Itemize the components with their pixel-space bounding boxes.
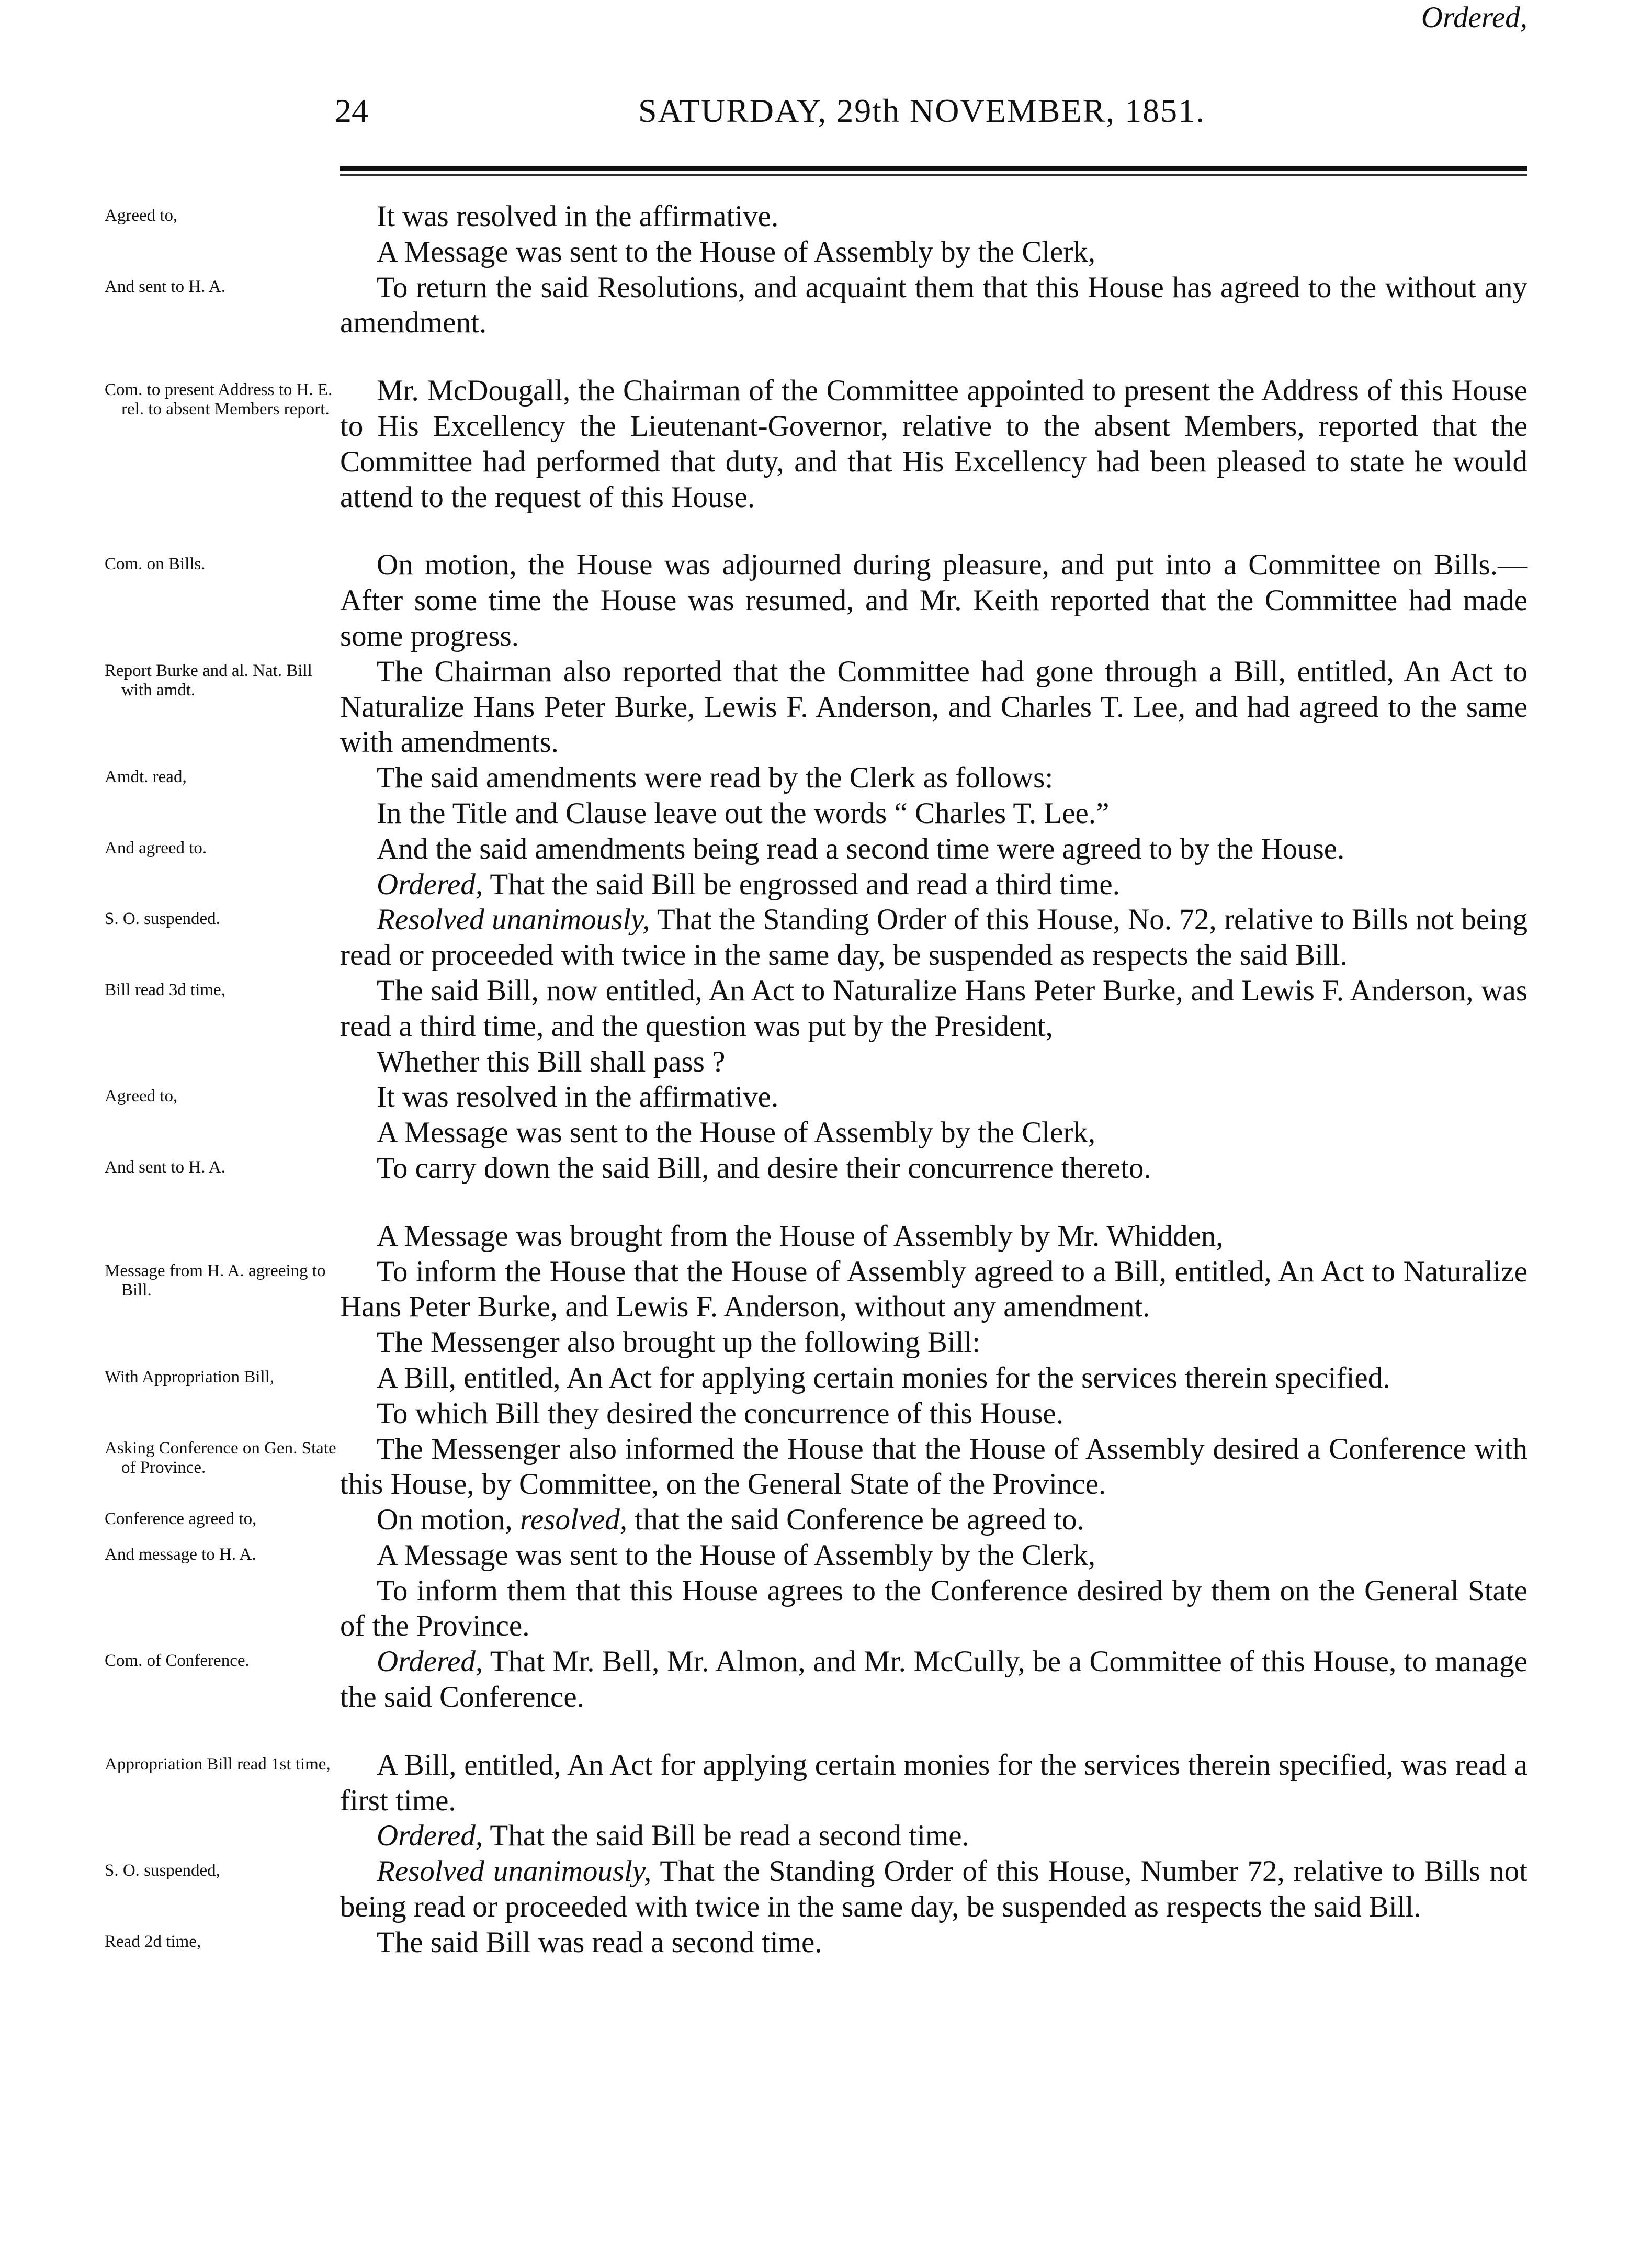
text-run: It was resolved in the affirmative. xyxy=(377,1080,779,1114)
text-run: On motion, xyxy=(377,1503,520,1537)
header-rule-thin xyxy=(340,174,1527,176)
italic-text: Resolved unanimously, xyxy=(377,903,650,937)
journal-paragraph xyxy=(340,1360,1527,1396)
text-run: On motion, the House was adjourned during pleasure, and put into a Committee on Bills.—After some time the House was resumed, and Mr. Keith reported that the Committee had made some progress. xyxy=(340,548,1527,652)
journal-body xyxy=(0,199,1652,1960)
journal-paragraph xyxy=(340,1079,1527,1115)
journal-paragraph xyxy=(340,1396,1527,1432)
text-run: It was resolved in the affirmative. xyxy=(377,200,779,233)
margin-note: S. O. suspended, xyxy=(105,1861,220,1880)
italic-text: resolved, xyxy=(519,1503,628,1537)
journal-paragraph xyxy=(340,831,1527,867)
journal-paragraph xyxy=(340,1151,1527,1186)
journal-entry xyxy=(0,1115,1652,1151)
text-run: That the Standing Order of this House, No. 72, relative to Bills not being read or proceeded with twice in the same day, be suspended as respects the said Bill. xyxy=(340,903,1527,972)
text-run: A Message was sent to the House of Assembly by the Clerk, xyxy=(377,1116,1096,1149)
journal-entry xyxy=(0,760,1652,796)
journal-entry xyxy=(0,867,1652,903)
text-run: The said Bill, now entitled, An Act to Naturalize Hans Peter Burke, and Lewis F. Anderson, was read a third time, and the question was put by the President, xyxy=(340,974,1527,1043)
journal-paragraph xyxy=(340,1854,1527,1925)
margin-note: Message from H. A. agreeing to Bill. xyxy=(105,1261,326,1300)
margin-note: Agreed to, xyxy=(105,206,178,225)
journal-paragraph xyxy=(340,1538,1527,1573)
margin-note: With Appropriation Bill, xyxy=(105,1367,275,1387)
journal-entry xyxy=(0,1573,1652,1644)
journal-paragraph xyxy=(340,796,1527,831)
journal-entry xyxy=(0,1925,1652,1960)
journal-entry xyxy=(0,1644,1652,1715)
margin-note: And sent to H. A. xyxy=(105,1157,225,1177)
journal-paragraph xyxy=(340,1818,1527,1854)
text-run: To inform them that this House agrees to the Conference desired by them on the General State of the Province. xyxy=(340,1574,1527,1643)
margin-note: And agreed to. xyxy=(105,838,207,858)
journal-entry xyxy=(0,1325,1652,1360)
journal-entry xyxy=(0,1502,1652,1538)
entry-gap xyxy=(0,515,1652,547)
text-run: The said amendments were read by the Clerk as follows: xyxy=(377,761,1054,795)
journal-entry xyxy=(0,199,1652,234)
journal-entry xyxy=(0,373,1652,515)
journal-paragraph xyxy=(340,654,1527,760)
journal-entry xyxy=(0,1360,1652,1396)
italic-text: Ordered, xyxy=(377,1819,483,1853)
catchword: Ordered, xyxy=(1421,1,1527,34)
journal-entry xyxy=(0,1538,1652,1573)
journal-paragraph xyxy=(340,1325,1527,1360)
journal-entry xyxy=(0,654,1652,760)
entry-gap xyxy=(0,1715,1652,1748)
journal-entry xyxy=(0,1818,1652,1854)
margin-note: And sent to H. A. xyxy=(105,277,225,296)
page-number: 24 xyxy=(335,92,368,129)
text-run: To inform the House that the House of Assembly agreed to a Bill, entitled, An Act to Naturalize Hans Peter Burke, and Lewis F. Anderson, without any amendment. xyxy=(340,1255,1527,1324)
journal-entry xyxy=(0,1151,1652,1186)
italic-text: Ordered, xyxy=(377,867,483,901)
journal-entry xyxy=(0,1079,1652,1115)
text-run: that the said Conference be agreed to. xyxy=(627,1503,1084,1537)
journal-entry xyxy=(0,1254,1652,1325)
margin-note: Read 2d time, xyxy=(105,1932,201,1951)
journal-paragraph xyxy=(340,1254,1527,1325)
journal-entry xyxy=(0,1432,1652,1503)
journal-paragraph xyxy=(340,547,1527,653)
text-run: That Mr. Bell, Mr. Almon, and Mr. McCully, be a Committee of this House, to manage the said Conference. xyxy=(340,1645,1527,1714)
margin-note: Com. of Conference. xyxy=(105,1651,250,1671)
margin-note: And message to H. A. xyxy=(105,1545,256,1564)
journal-entry xyxy=(0,1219,1652,1254)
text-run: Whether this Bill shall pass ? xyxy=(377,1045,726,1078)
journal-paragraph xyxy=(340,270,1527,341)
text-run: A Bill, entitled, An Act for applying certain monies for the services therein specified. xyxy=(377,1361,1390,1394)
header-rule-thick xyxy=(340,166,1527,171)
text-run: The said Bill was read a second time. xyxy=(377,1925,822,1959)
journal-paragraph xyxy=(340,1573,1527,1644)
margin-note: Report Burke and al. Nat. Bill with amdt. xyxy=(105,661,312,700)
entry-gap xyxy=(0,341,1652,373)
journal-paragraph xyxy=(340,1748,1527,1819)
text-run: A Message was sent to the House of Assembly by the Clerk, xyxy=(377,1538,1096,1572)
text-run: Mr. McDougall, the Chairman of the Committee appointed to present the Address of this House to His Excellency the Lieutenant-Governor, relative to the absent Members, reported that the Committee had performed that duty, and that His Excellency had been pleased to state he would attend to the request of this House. xyxy=(340,374,1527,514)
page-header xyxy=(335,92,1538,139)
margin-note: S. O. suspended. xyxy=(105,909,220,929)
journal-paragraph xyxy=(340,1219,1527,1254)
journal-paragraph xyxy=(340,1432,1527,1503)
journal-entry xyxy=(0,1854,1652,1925)
journal-entry xyxy=(0,1396,1652,1432)
journal-entry xyxy=(0,831,1652,867)
journal-entry xyxy=(0,796,1652,831)
text-run: In the Title and Clause leave out the words “ Charles T. Lee.” xyxy=(377,796,1110,830)
entry-gap xyxy=(0,1186,1652,1219)
journal-paragraph xyxy=(340,760,1527,796)
text-run: The Messenger also brought up the following Bill: xyxy=(377,1326,981,1359)
journal-paragraph xyxy=(340,1115,1527,1151)
text-run: To which Bill they desired the concurrence of this House. xyxy=(377,1396,1063,1430)
text-run: The Messenger also informed the House that the House of Assembly desired a Conference with this House, by Committee, on the General State of the Province. xyxy=(340,1432,1527,1501)
text-run: That the said Bill be read a second time. xyxy=(483,1819,969,1853)
margin-note: Amdt. read, xyxy=(105,768,187,787)
journal-paragraph xyxy=(340,199,1527,234)
running-head: SATURDAY, 29th NOVEMBER, 1851. xyxy=(638,92,1206,129)
margin-note: Asking Conference on Gen. State of Province. xyxy=(105,1438,336,1477)
text-run: A Bill, entitled, An Act for applying certain monies for the services therein specified, was read a first time. xyxy=(340,1748,1527,1817)
journal-entry xyxy=(0,1748,1652,1819)
margin-note: Appropriation Bill read 1st time, xyxy=(105,1754,331,1774)
journal-paragraph xyxy=(340,867,1527,903)
journal-paragraph xyxy=(340,1502,1527,1538)
journal-entry xyxy=(0,973,1652,1044)
text-run: And the said amendments being read a second time were agreed to by the House. xyxy=(377,832,1345,865)
margin-note: Com. on Bills. xyxy=(105,555,206,574)
journal-paragraph xyxy=(340,902,1527,973)
text-run: The Chairman also reported that the Committee had gone through a Bill, entitled, An Act to Naturalize Hans Peter Burke, Lewis F. Anderson, and Charles T. Lee, and had agreed to the same with amendments. xyxy=(340,655,1527,759)
journal-entry xyxy=(0,1044,1652,1080)
journal-paragraph xyxy=(340,973,1527,1044)
margin-note: Conference agreed to, xyxy=(105,1509,257,1529)
journal-entry xyxy=(0,270,1652,341)
margin-note: Agreed to, xyxy=(105,1087,178,1106)
journal-entry xyxy=(0,547,1652,653)
margin-note: Bill read 3d time, xyxy=(105,980,225,999)
journal-paragraph xyxy=(340,373,1527,515)
text-run: To carry down the said Bill, and desire their concurrence thereto. xyxy=(377,1151,1151,1185)
journal-entry xyxy=(0,234,1652,270)
italic-text: Resolved unanimously, xyxy=(377,1855,652,1888)
journal-paragraph xyxy=(340,1644,1527,1715)
text-run: A Message was brought from the House of Assembly by Mr. Whidden, xyxy=(377,1219,1224,1253)
journal-paragraph xyxy=(340,1925,1527,1960)
text-run: That the Standing Order of this House, Number 72, relative to Bills not being read or proceeded with twice in the same day, be suspended as respects the said Bill. xyxy=(340,1855,1527,1924)
text-run: A Message was sent to the House of Assembly by the Clerk, xyxy=(377,235,1096,268)
journal-entry xyxy=(0,902,1652,973)
text-run: To return the said Resolutions, and acquaint them that this House has agreed to the without any amendment. xyxy=(340,270,1527,340)
italic-text: Ordered, xyxy=(377,1645,483,1678)
margin-note: Com. to present Address to H. E. rel. to absent Members report. xyxy=(105,380,333,419)
journal-paragraph xyxy=(340,234,1527,270)
journal-paragraph xyxy=(340,1044,1527,1080)
text-run: That the said Bill be engrossed and read a third time. xyxy=(483,867,1120,901)
